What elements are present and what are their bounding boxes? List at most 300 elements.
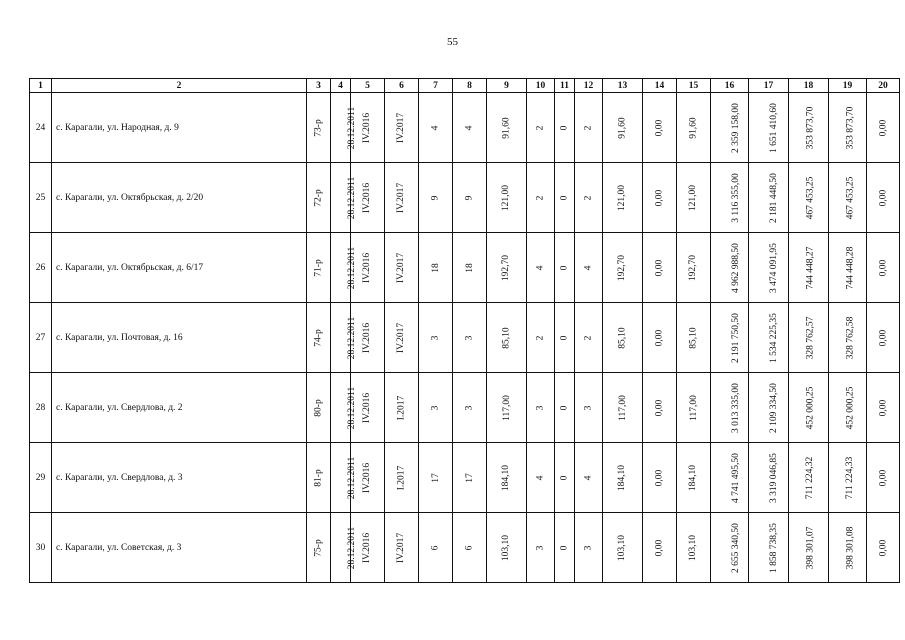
table-cell <box>711 443 749 513</box>
cell-value: 398 301,08 <box>845 526 856 569</box>
table-cell <box>677 373 711 443</box>
cell-value: 9 <box>430 195 441 200</box>
cell-value: 452 000,25 <box>845 386 856 429</box>
cell-value: 0,00 <box>654 189 665 206</box>
cell-value: 3 <box>430 405 441 410</box>
cell-value: 711 224,33 <box>845 456 856 499</box>
table-cell <box>527 373 555 443</box>
cell-value: 103,10 <box>501 534 512 561</box>
cell-value: 81-р <box>313 468 324 487</box>
table-cell <box>419 163 453 233</box>
table-cell <box>603 93 643 163</box>
table-cell <box>749 373 789 443</box>
cell-value: 4 962 988,50 <box>730 242 741 293</box>
cell-value: 3 <box>464 405 475 410</box>
table-cell <box>52 163 307 233</box>
cell-value: 2 <box>535 335 546 340</box>
table-cell <box>527 163 555 233</box>
cell-value: IV.2017 <box>396 252 407 283</box>
table-cell <box>575 373 603 443</box>
address-text: с. Карагали, ул. Почтовая, д. 16 <box>56 332 183 343</box>
cell-value: 3 013 335,00 <box>730 382 741 433</box>
cell-value: 744 448,28 <box>845 246 856 289</box>
table-cell <box>677 233 711 303</box>
cell-value: 0,00 <box>654 119 665 136</box>
table-cell <box>419 93 453 163</box>
table-cell <box>487 233 527 303</box>
cell-value: 0 <box>559 125 570 130</box>
table-cell <box>603 373 643 443</box>
table-cell <box>749 93 789 163</box>
cell-value: 85,10 <box>501 326 512 349</box>
cell-value: IV.2016 <box>362 252 373 283</box>
column-header-5: 5 <box>351 79 385 93</box>
table-cell <box>643 163 677 233</box>
cell-value: 3 474 091,95 <box>768 242 779 293</box>
column-header-17: 17 <box>749 79 789 93</box>
table-cell <box>453 513 487 583</box>
table-cell <box>677 303 711 373</box>
column-header-9: 9 <box>487 79 527 93</box>
table-cell <box>52 233 307 303</box>
cell-value: 18 <box>430 262 441 273</box>
cell-value: 452 000,25 <box>805 386 816 429</box>
housing-register-table <box>29 78 900 583</box>
table-cell <box>453 373 487 443</box>
table-cell <box>555 443 575 513</box>
column-header-1: 1 <box>30 79 52 93</box>
table-cell <box>385 373 419 443</box>
cell-value: 27 <box>35 332 46 343</box>
table-cell <box>829 443 867 513</box>
table-cell <box>487 303 527 373</box>
cell-value: 85,10 <box>688 326 699 349</box>
table-cell <box>643 233 677 303</box>
cell-value: 0 <box>559 265 570 270</box>
cell-value: 28.12.2011 <box>347 456 358 499</box>
table-cell <box>307 303 331 373</box>
table-cell <box>643 443 677 513</box>
cell-value: 192,70 <box>617 254 628 281</box>
table-cell <box>789 443 829 513</box>
table-cell <box>677 443 711 513</box>
cell-value: 28.12.2011 <box>347 246 358 289</box>
column-header-11: 11 <box>555 79 575 93</box>
table-cell <box>603 303 643 373</box>
cell-value: IV.2017 <box>396 112 407 143</box>
table-cell <box>527 443 555 513</box>
table-cell <box>677 93 711 163</box>
table-cell <box>487 93 527 163</box>
table-row <box>30 373 900 443</box>
table-cell <box>711 303 749 373</box>
table-cell <box>52 443 307 513</box>
cell-value: 1 858 738,35 <box>768 522 779 573</box>
column-header-19: 19 <box>829 79 867 93</box>
cell-value: 184,10 <box>688 464 699 491</box>
table-cell <box>711 93 749 163</box>
cell-value: IV.2016 <box>362 182 373 213</box>
cell-value: 0,00 <box>878 189 888 206</box>
cell-value: 28 <box>35 402 46 413</box>
cell-value: 2 109 334,50 <box>768 382 779 433</box>
cell-value: 103,10 <box>617 534 628 561</box>
table-cell <box>711 373 749 443</box>
table-cell <box>527 303 555 373</box>
table-cell <box>453 303 487 373</box>
table-cell <box>749 233 789 303</box>
cell-value: IV.2017 <box>396 322 407 353</box>
table-cell <box>677 163 711 233</box>
column-header-2: 2 <box>52 79 307 93</box>
cell-value: 4 <box>430 125 441 130</box>
table-cell <box>52 513 307 583</box>
cell-value: 74-р <box>313 328 324 347</box>
table-cell <box>453 233 487 303</box>
column-header-10: 10 <box>527 79 555 93</box>
table-cell <box>487 443 527 513</box>
table-cell <box>575 443 603 513</box>
table-row <box>30 233 900 303</box>
table-cell <box>603 443 643 513</box>
table-cell <box>789 93 829 163</box>
table-cell <box>555 163 575 233</box>
column-header-7: 7 <box>419 79 453 93</box>
table-cell <box>307 513 331 583</box>
table-cell <box>419 303 453 373</box>
cell-value: 85,10 <box>617 326 628 349</box>
column-header-20: 20 <box>867 79 900 93</box>
cell-value: 6 <box>464 545 475 550</box>
table-cell <box>603 513 643 583</box>
table-cell <box>453 93 487 163</box>
table-cell <box>575 163 603 233</box>
cell-value: 2 181 448,50 <box>768 172 779 223</box>
table-cell <box>829 233 867 303</box>
table-cell <box>307 443 331 513</box>
table-cell <box>385 513 419 583</box>
cell-value: 0,00 <box>654 399 665 416</box>
table-cell <box>487 373 527 443</box>
cell-value: 121,00 <box>688 184 699 211</box>
table-row <box>30 513 900 583</box>
cell-value: 1 534 225,35 <box>768 312 779 363</box>
column-header-12: 12 <box>575 79 603 93</box>
table-cell <box>575 513 603 583</box>
table-cell <box>789 163 829 233</box>
cell-value: IV.2016 <box>362 392 373 423</box>
table-cell <box>555 303 575 373</box>
cell-value: 3 116 355,00 <box>730 172 741 223</box>
cell-value: 28.12.2011 <box>347 386 358 429</box>
cell-value: 18 <box>464 262 475 273</box>
table-cell <box>487 513 527 583</box>
address-text: с. Карагали, ул. Свердлова, д. 2 <box>56 402 183 413</box>
table-cell <box>867 163 900 233</box>
cell-value: 0 <box>559 475 570 480</box>
page-number: 55 <box>447 36 458 48</box>
cell-value: 192,70 <box>688 254 699 281</box>
cell-value: 28.12.2011 <box>347 316 358 359</box>
table-cell <box>749 163 789 233</box>
table-cell <box>575 233 603 303</box>
table-cell <box>829 163 867 233</box>
cell-value: 0 <box>559 195 570 200</box>
table-cell <box>643 303 677 373</box>
cell-value: 0,00 <box>654 329 665 346</box>
cell-value: 3 <box>430 335 441 340</box>
table-cell <box>643 513 677 583</box>
table-cell <box>867 513 900 583</box>
cell-value: 2 <box>583 125 594 130</box>
table-cell <box>52 93 307 163</box>
column-header-8: 8 <box>453 79 487 93</box>
table-cell <box>575 93 603 163</box>
cell-value: 91,60 <box>617 116 628 139</box>
table-cell <box>829 93 867 163</box>
table-cell <box>867 373 900 443</box>
table-cell <box>419 443 453 513</box>
cell-value: 80-р <box>313 398 324 417</box>
cell-value: 0,00 <box>654 469 665 486</box>
cell-value: 192,70 <box>501 254 512 281</box>
cell-value: 0 <box>559 335 570 340</box>
column-header-6: 6 <box>385 79 419 93</box>
cell-value: 28.12.2011 <box>347 176 358 219</box>
cell-value: 328 762,58 <box>845 316 856 359</box>
cell-value: 28.12.2011 <box>347 106 358 149</box>
table-cell <box>487 163 527 233</box>
cell-value: 9 <box>464 195 475 200</box>
cell-value: 0,00 <box>878 119 888 136</box>
table-cell <box>307 373 331 443</box>
table-cell <box>30 373 52 443</box>
table-row <box>30 443 900 513</box>
column-number-row <box>30 79 900 93</box>
cell-value: IV.2017 <box>396 532 407 563</box>
table-cell <box>453 163 487 233</box>
table-cell <box>749 303 789 373</box>
cell-value: 467 453,25 <box>805 176 816 219</box>
table-cell <box>331 513 358 583</box>
table-row <box>30 93 900 163</box>
cell-value: 0 <box>559 545 570 550</box>
cell-value: 744 448,27 <box>805 246 816 289</box>
cell-value: 29 <box>35 472 46 483</box>
table-cell <box>749 513 789 583</box>
cell-value: 184,10 <box>617 464 628 491</box>
table-cell <box>677 513 711 583</box>
address-text: с. Карагали, ул. Октябрьская, д. 6/17 <box>56 262 204 273</box>
cell-value: IV.2016 <box>362 532 373 563</box>
table-cell <box>307 163 331 233</box>
table-row <box>30 303 900 373</box>
cell-value: 117,00 <box>617 394 628 421</box>
table-cell <box>331 163 358 233</box>
table-cell <box>307 93 331 163</box>
cell-value: 0,00 <box>878 539 888 556</box>
cell-value: 2 191 750,50 <box>730 312 741 363</box>
column-header-16: 16 <box>711 79 749 93</box>
cell-value: 6 <box>430 545 441 550</box>
cell-value: 3 <box>464 335 475 340</box>
table-cell <box>385 443 419 513</box>
table-cell <box>331 303 358 373</box>
cell-value: 4 <box>464 125 475 130</box>
column-header-14: 14 <box>643 79 677 93</box>
cell-value: 2 <box>535 125 546 130</box>
cell-value: 353 873,70 <box>805 106 816 149</box>
table-cell <box>30 93 52 163</box>
cell-value: 467 453,25 <box>845 176 856 219</box>
table-cell <box>867 443 900 513</box>
cell-value: IV.2017 <box>396 182 407 213</box>
table-cell <box>711 513 749 583</box>
table-cell <box>385 233 419 303</box>
table-cell <box>789 373 829 443</box>
address-text: с. Карагали, ул. Народная, д. 9 <box>56 122 179 133</box>
cell-value: 17 <box>464 472 475 483</box>
cell-value: 2 <box>583 195 594 200</box>
cell-value: 103,10 <box>688 534 699 561</box>
cell-value: 4 <box>583 265 594 270</box>
cell-value: IV.2016 <box>362 462 373 493</box>
cell-value: 28.12.2011 <box>347 526 358 569</box>
address-text: с. Карагали, ул. Октябрьская, д. 2/20 <box>56 192 204 203</box>
cell-value: 30 <box>35 542 46 553</box>
table-cell <box>789 303 829 373</box>
cell-value: 26 <box>35 262 46 273</box>
table-cell <box>30 513 52 583</box>
table-cell <box>453 443 487 513</box>
table-cell <box>419 373 453 443</box>
cell-value: 0,00 <box>878 469 888 486</box>
cell-value: 2 359 158,00 <box>730 102 741 153</box>
cell-value: 398 301,07 <box>805 526 816 569</box>
column-header-3: 3 <box>307 79 331 93</box>
cell-value: 91,60 <box>688 116 699 139</box>
cell-value: 71-р <box>313 258 324 277</box>
cell-value: 2 655 340,50 <box>730 522 741 573</box>
cell-value: 4 <box>535 265 546 270</box>
table-cell <box>527 233 555 303</box>
table-cell <box>555 93 575 163</box>
cell-value: 91,60 <box>501 116 512 139</box>
table-cell <box>789 233 829 303</box>
cell-value: 0 <box>559 405 570 410</box>
column-header-13: 13 <box>603 79 643 93</box>
cell-value: 17 <box>430 472 441 483</box>
table-cell <box>419 233 453 303</box>
table-cell <box>603 163 643 233</box>
cell-value: 0,00 <box>654 259 665 276</box>
table-cell <box>385 303 419 373</box>
table-cell <box>555 233 575 303</box>
table-cell <box>867 233 900 303</box>
cell-value: 121,00 <box>501 184 512 211</box>
table-cell <box>385 163 419 233</box>
cell-value: 0,00 <box>654 539 665 556</box>
cell-value: 73-р <box>313 118 324 137</box>
table-cell <box>307 233 331 303</box>
table-cell <box>829 303 867 373</box>
table-cell <box>789 513 829 583</box>
cell-value: 353 873,70 <box>845 106 856 149</box>
cell-value: 72-р <box>313 188 324 207</box>
cell-value: 3 <box>583 545 594 550</box>
cell-value: 117,00 <box>501 394 512 421</box>
cell-value: 24 <box>35 122 46 133</box>
table-cell <box>711 233 749 303</box>
address-text: с. Карагали, ул. Свердлова, д. 3 <box>56 472 183 483</box>
cell-value: 0,00 <box>878 399 888 416</box>
table-cell <box>527 93 555 163</box>
table-cell <box>643 93 677 163</box>
table-cell <box>527 513 555 583</box>
cell-value: 3 319 046,85 <box>768 452 779 503</box>
cell-value: 3 <box>535 405 546 410</box>
table-cell <box>643 373 677 443</box>
table-cell <box>30 233 52 303</box>
table-cell <box>385 93 419 163</box>
table-cell <box>603 233 643 303</box>
cell-value: 4 741 495,50 <box>730 452 741 503</box>
cell-value: 4 <box>535 475 546 480</box>
cell-value: 4 <box>583 475 594 480</box>
table-cell <box>30 443 52 513</box>
table-cell <box>52 373 307 443</box>
cell-value: 117,00 <box>688 394 699 421</box>
table-cell <box>331 93 358 163</box>
cell-value: 3 <box>583 405 594 410</box>
table-cell <box>867 303 900 373</box>
cell-value: 3 <box>535 545 546 550</box>
cell-value: 2 <box>535 195 546 200</box>
table-cell <box>419 513 453 583</box>
cell-value: IV.2016 <box>362 112 373 143</box>
table-cell <box>575 303 603 373</box>
cell-value: 328 762,57 <box>805 316 816 359</box>
table-cell <box>30 163 52 233</box>
cell-value: IV.2016 <box>362 322 373 353</box>
table-cell <box>829 513 867 583</box>
table-cell <box>555 513 575 583</box>
cell-value: 25 <box>35 192 46 203</box>
table-cell <box>867 93 900 163</box>
cell-value: 184,10 <box>501 464 512 491</box>
cell-value: 75-р <box>313 538 324 557</box>
column-header-18: 18 <box>789 79 829 93</box>
table-cell <box>331 443 358 513</box>
cell-value: 711 224,32 <box>805 456 816 499</box>
column-header-4: 4 <box>331 79 351 93</box>
cell-value: 1 651 410,60 <box>768 102 779 153</box>
address-text: с. Карагали, ул. Советская, д. 3 <box>56 542 182 553</box>
cell-value: 0,00 <box>878 329 888 346</box>
cell-value: 0,00 <box>878 259 888 276</box>
table-cell <box>30 303 52 373</box>
table-cell <box>555 373 575 443</box>
table-cell <box>749 443 789 513</box>
cell-value: 121,00 <box>617 184 628 211</box>
cell-value: I.2017 <box>396 395 407 420</box>
table-cell <box>829 373 867 443</box>
table-cell <box>52 303 307 373</box>
table-row <box>30 163 900 233</box>
cell-value: I.2017 <box>396 465 407 490</box>
cell-value: 2 <box>583 335 594 340</box>
table-cell <box>331 373 358 443</box>
